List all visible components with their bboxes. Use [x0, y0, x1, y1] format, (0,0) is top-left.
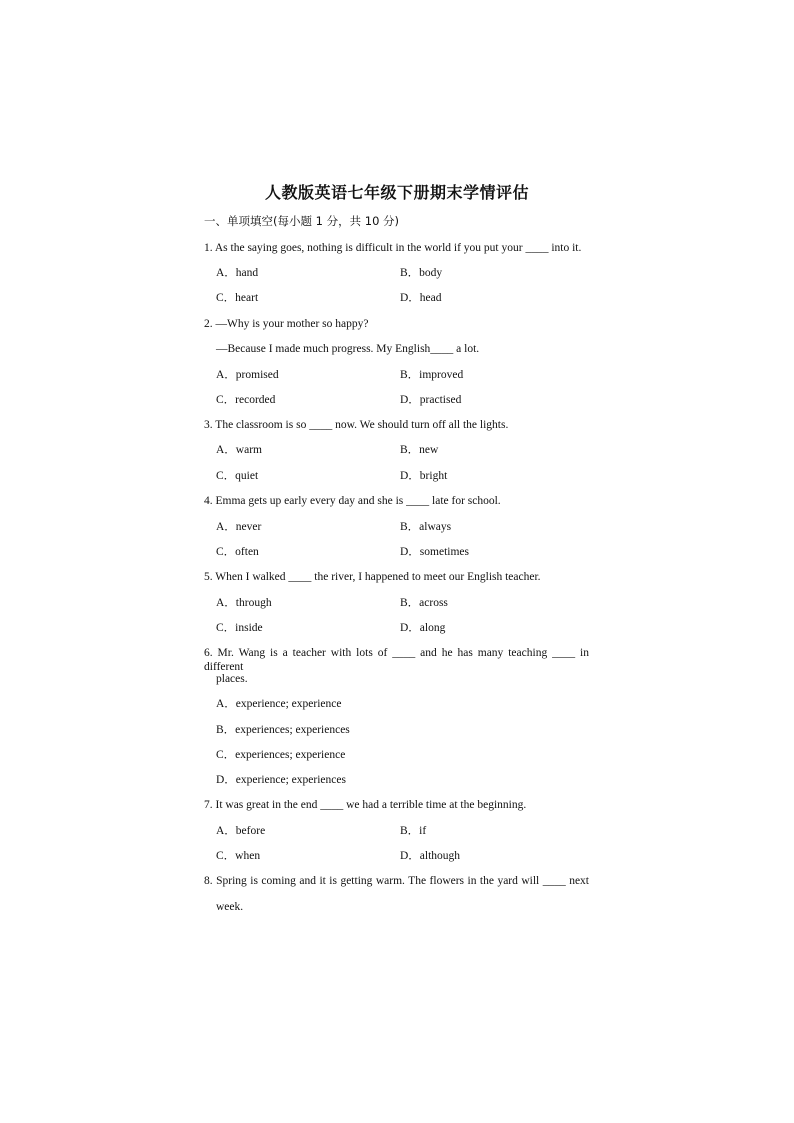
question-1-option-b: B．body [400, 267, 443, 279]
question-4-option-a: A．never [216, 521, 262, 533]
question-3-option-c: C．quiet [216, 470, 259, 482]
question-6-option-c: C．experiences; experience [216, 749, 346, 761]
question-4-option-c: C．often [216, 546, 259, 558]
question-7-option-a: A．before [216, 825, 266, 837]
question-5-option-a: A．through [216, 597, 272, 609]
question-1-option-d: D．head [400, 292, 442, 304]
question-2-option-b: B．improved [400, 369, 464, 381]
question-6-stem: 6. Mr. Wang is a teacher with lots of ____ and he has many teaching ____ in different [204, 647, 589, 673]
question-3-option-a: A．warm [216, 444, 262, 456]
question-4-option-b: B．always [400, 521, 452, 533]
question-2-option-c: C．recorded [216, 394, 276, 406]
question-7-option-b: B．if [400, 825, 427, 837]
question-7-option-c: C．when [216, 850, 261, 862]
question-5-stem: 5. When I walked ____ the river, I happened to meet our English teacher. [204, 571, 541, 583]
question-1-stem: 1. As the saying goes, nothing is difficult in the world if you put your ____ into it. [204, 242, 582, 254]
question-2-stem-line2: —Because I made much progress. My English____ a lot. [216, 343, 480, 355]
question-1-option-c: C．heart [216, 292, 259, 304]
question-1-option-a: A．hand [216, 267, 259, 279]
question-2-option-a: A．promised [216, 369, 279, 381]
question-3-stem: 3. The classroom is so ____ now. We should turn off all the lights. [204, 419, 509, 431]
question-2-stem: 2. —Why is your mother so happy? [204, 318, 369, 330]
page-title: 人教版英语七年级下册期末学情评估 [264, 183, 529, 202]
question-5-option-c: C．inside [216, 622, 263, 634]
question-7-option-d: D．although [400, 850, 461, 862]
question-8-stem-line2: week. [216, 901, 244, 913]
question-2-option-d: D．practised [400, 394, 462, 406]
question-3-option-b: B．new [400, 444, 439, 456]
section-heading: 一、单项填空(每小题 1 分，共 10 分) [204, 214, 400, 228]
question-4-stem: 4. Emma gets up early every day and she is ____ late for school. [204, 495, 501, 507]
question-4-option-d: D．sometimes [400, 546, 469, 558]
question-6-stem-line2: places. [216, 673, 248, 685]
question-3-option-d: D．bright [400, 470, 448, 482]
question-8-stem: 8. Spring is coming and it is getting warm. The flowers in the yard will ____ next [204, 875, 589, 887]
question-6-option-b: B．experiences; experiences [216, 724, 350, 736]
question-7-stem: 7. It was great in the end ____ we had a terrible time at the beginning. [204, 799, 527, 811]
question-5-option-b: B．across [400, 597, 448, 609]
question-5-option-d: D．along [400, 622, 446, 634]
question-6-option-a: A．experience; experience [216, 698, 342, 710]
question-6-option-d: D．experience; experiences [216, 774, 346, 786]
